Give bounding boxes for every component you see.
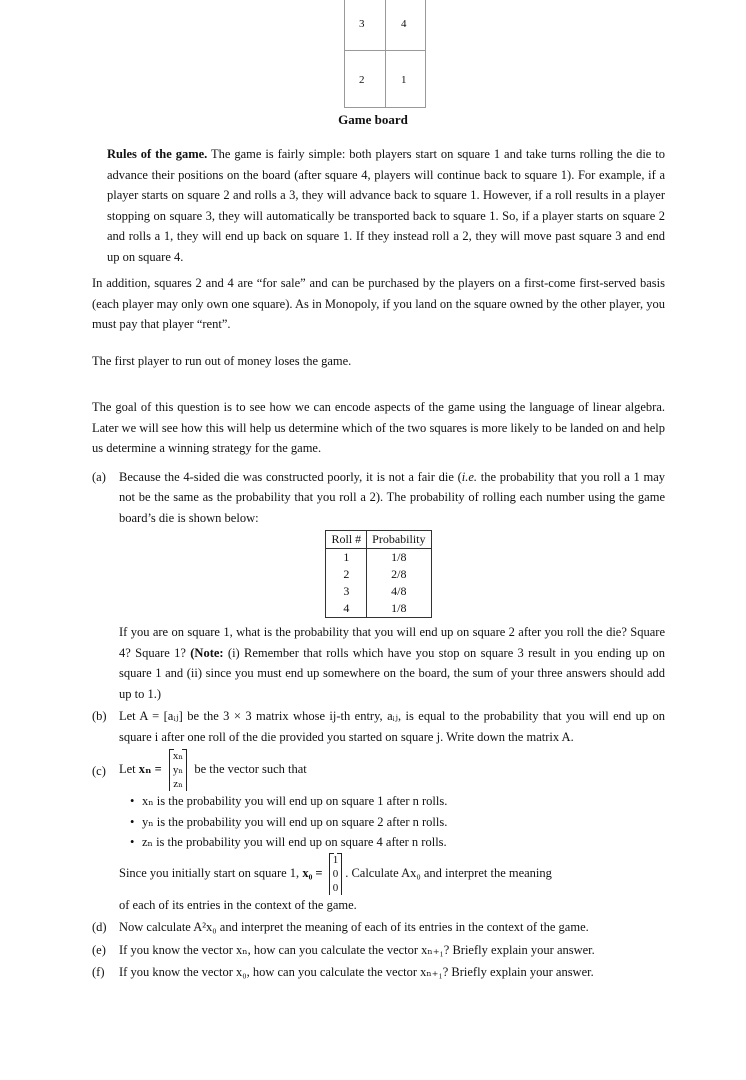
part-e-text: If you know the vector xₙ, how can you calculate the vector xₙ₊₁? Briefly explain your answer. — [119, 942, 595, 957]
part-c-end: of each of its entries in the context of the game. — [119, 897, 357, 912]
table-header: Roll # — [326, 531, 367, 549]
part-d-text: Now calculate A²x₀ and interpret the meaning of each of its entries in the context of the game. — [119, 920, 589, 934]
table-row — [326, 549, 431, 567]
table-row — [326, 600, 431, 618]
probability-cell: 1/8 — [367, 549, 431, 567]
x0-vector — [329, 853, 343, 895]
note-label: (Note: — [190, 645, 224, 660]
part-label: (d) — [92, 920, 107, 934]
calc-text: . Calculate Ax₀ and interpret the meaning — [345, 865, 552, 880]
since-text: Since you initially start on square 1, — [119, 865, 303, 880]
vector-entry: yₙ — [172, 764, 184, 776]
list-item: • yₙ is the probability you will end up on square 2 after n rolls. — [130, 812, 665, 833]
list-item: • zₙ is the probability you will end up on square 4 after n rolls. — [130, 832, 665, 853]
board-divider — [385, 0, 386, 107]
table-row — [326, 583, 431, 600]
x0-symbol: x₀ = — [302, 865, 323, 880]
part-b-text: Let A = [aᵢⱼ] be the 3 × 3 matrix whose ij-th entry, aᵢⱼ, is equal to the probability that you will end up on square i after one roll of the die provided you started on square j. Write down the matrix A. — [119, 709, 665, 744]
lose-paragraph: The first player to run out of money loses the game. — [92, 353, 352, 368]
roll-cell: 3 — [326, 583, 367, 600]
part-b — [92, 706, 665, 747]
vector-description: be the vector such that — [191, 761, 307, 776]
vector-entry: 0 — [332, 867, 339, 880]
part-a-text: Because the 4-sided die was constructed poorly, it is not a fair die ( — [119, 469, 462, 484]
game-board — [344, 0, 426, 108]
part-f — [92, 962, 665, 983]
xn-symbol: xₙ = — [138, 761, 162, 776]
table-header: Probability — [367, 531, 431, 549]
square-3: 3 — [359, 18, 365, 30]
part-a-text: the probability that you roll a 1 may not be the same as the probability that you roll a 2). The probability of rolling each number using the game board’s die is shown below: — [119, 469, 665, 525]
ie-text: i.e. — [461, 469, 478, 484]
vector-entry: zₙ — [173, 778, 183, 790]
list-item: • xₙ is the probability you will end up on square 1 after n rolls. — [130, 791, 665, 812]
square-2: 2 — [359, 74, 365, 86]
part-label: (f) — [92, 965, 105, 979]
part-f-text: If you know the vector x₀, how can you calculate the vector xₙ₊₁? Briefly explain your answer. — [119, 965, 594, 979]
rules-text: The game is fairly simple: both players start on square 1 and take turns rolling the die to advance their positions on the board (after square 4, players will continue back to square 1). For example, if a player starts on square 2 and rolls a 3, they will advance back to square 1. However, if a roll results in a player stopping on square 3, they will automatically be transported back to square 1. So, if a player starts on square 2 and rolls a 1, they will end up back on square 1. If they instead roll a 2, they will move past square 3 and end up on square 4. — [107, 147, 666, 264]
probability-table — [325, 530, 431, 618]
board-area — [0, 0, 746, 108]
part-d — [92, 917, 665, 938]
let-text: Let — [119, 761, 139, 776]
board-divider — [345, 50, 425, 51]
rules-heading: Rules of the game. — [107, 147, 208, 161]
vector-entry: 1 — [332, 853, 339, 866]
part-label: (e) — [92, 942, 106, 957]
rules-paragraph — [107, 144, 665, 267]
part-c — [92, 749, 665, 915]
part-label: (a) — [92, 469, 106, 484]
square-4: 4 — [401, 18, 407, 30]
table-row — [326, 566, 431, 583]
roll-cell: 1 — [326, 549, 367, 567]
vector-entry: 0 — [332, 881, 339, 894]
probability-cell: 1/8 — [367, 600, 431, 618]
question-text: (i) Remember that rolls which have you stop on square 3 result in you ending up on square 1 and (ii) since you must end up somewhere on the board, the sum of your three answers should add up to 1.) — [119, 645, 665, 701]
part-label: (b) — [92, 709, 107, 723]
part-label: (c) — [92, 764, 106, 778]
goal-paragraph: The goal of this question is to see how we can encode aspects of the game using the language of linear algebra. Later we will see how this will help us determine which of the two squares is more likely to be landed on and help us determine a winning strategy for the game. — [92, 400, 665, 455]
question-text: If you are on square 1, what is the probability that you will end up on square 2 after you roll the die? Square 4? Square 1? — [119, 625, 665, 660]
part-e — [92, 940, 665, 961]
roll-cell: 4 — [326, 600, 367, 618]
square-1: 1 — [401, 74, 407, 86]
vector-entry: xₙ — [172, 750, 184, 762]
part-a — [92, 467, 665, 705]
board-caption: Game board — [338, 112, 408, 127]
for-sale-paragraph: In addition, squares 2 and 4 are “for sale” and can be purchased by the players on a first-come first-served basis (each player may only own one square). As in Monopoly, if you land on the square owned by the other player, you must pay that player “rent”. — [92, 276, 665, 331]
probability-cell: 4/8 — [367, 583, 431, 600]
xn-vector — [169, 749, 187, 791]
probability-cell: 2/8 — [367, 566, 431, 583]
roll-cell: 2 — [326, 566, 367, 583]
bullet-list — [130, 791, 665, 853]
part-a-question — [119, 622, 665, 704]
